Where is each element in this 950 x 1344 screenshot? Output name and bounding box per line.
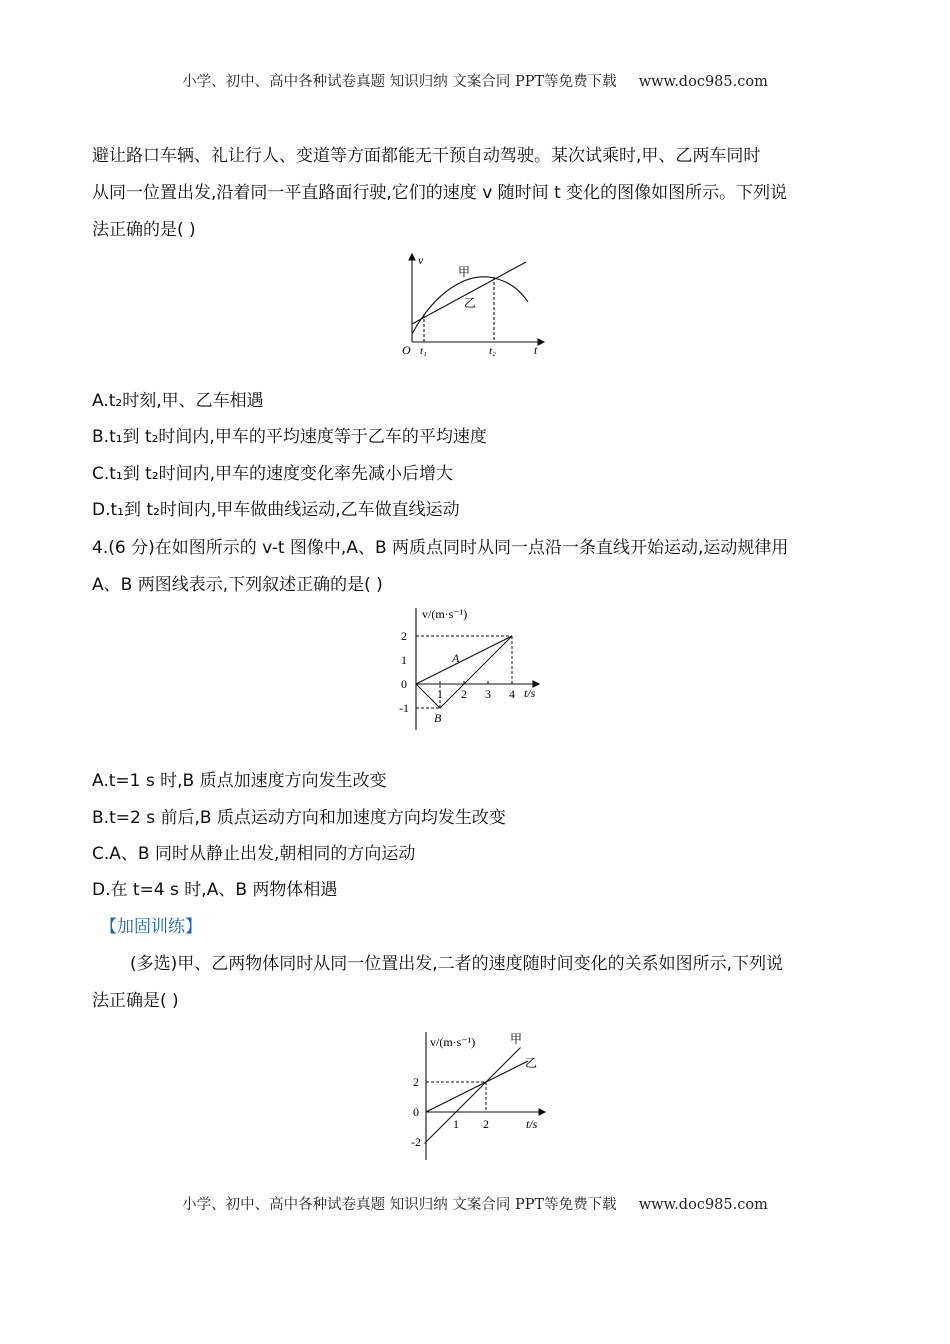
r-xtick-label: 2 (483, 1117, 489, 1131)
r-ytick-label: 2 (413, 1075, 419, 1089)
q3-v-label: v (418, 253, 424, 267)
q3-v-arrow (409, 254, 415, 260)
header-url[interactable]: www.doc985.com (638, 74, 768, 90)
q4-series-label: B (434, 711, 442, 725)
reinforce-title: 【加固训练】 (100, 917, 202, 937)
q4-xtick-label: 4 (509, 687, 515, 701)
q4-ylabel: v/(m·s⁻¹) (422, 607, 468, 621)
r-ytick-label: -2 (411, 1135, 421, 1149)
footer-url[interactable]: www.doc985.com (638, 1197, 768, 1213)
q4-ytick-label: 2 (401, 629, 407, 643)
q3-yi-label: 乙 (464, 296, 477, 310)
q4-series-label: A (452, 651, 460, 665)
q3-t1-label: t₁ (420, 345, 427, 357)
q3-jia-label: 甲 (458, 265, 471, 279)
r-series-label: 甲 (510, 1032, 523, 1046)
q4-line-2: A、B 两图线表示,下列叙述正确的是( ) (92, 575, 383, 595)
r-series-乙 (426, 1061, 528, 1112)
reinforce-line-1: (多选)甲、乙两物体同时从同一位置出发,二者的速度随时间变化的关系如图所示,下列说 (130, 954, 784, 974)
q3-t2-label: t₂ (489, 345, 496, 357)
q4-xlabel: t/s (524, 686, 536, 700)
q3-origin-label: O (402, 343, 411, 357)
r-series-label: 乙 (525, 1056, 538, 1070)
q4-vt-chart (396, 604, 556, 734)
footer-text: 小学、初中、高中各种试卷真题 知识归纳 文案合同 PPT等免费下载 (182, 1197, 617, 1213)
q4-xtick-label: 3 (485, 687, 491, 701)
q4-line-1: 4.(6 分)在如图所示的 v-t 图像中,A、B 两质点同时从同一点沿一条直线开始运动,运动规律用 (92, 538, 789, 558)
q4-option-d: D.在 t=4 s 时,A、B 两物体相遇 (92, 880, 338, 900)
header-text: 小学、初中、高中各种试卷真题 知识归纳 文案合同 PPT等免费下载 (182, 74, 617, 90)
r-ylabel: v/(m·s⁻¹) (430, 1035, 476, 1049)
reinforce-vt-chart (398, 1026, 558, 1166)
q4-ytick-label: 1 (401, 653, 407, 667)
r-series-甲 (425, 1048, 521, 1144)
r-t-arrow (539, 1109, 545, 1115)
r-ytick-label: 0 (413, 1105, 419, 1119)
q3-vt-figure (398, 252, 548, 362)
page-header (0, 70, 950, 91)
reinforce-line-2: 法正确是( ) (92, 991, 179, 1011)
q4-option-a: A.t=1 s 时,B 质点加速度方向发生改变 (92, 771, 387, 791)
q3-option-b: B.t₁到 t₂时间内,甲车的平均速度等于乙车的平均速度 (92, 427, 487, 447)
q4-xtick-label: 1 (437, 687, 443, 701)
q4-option-c: C.A、B 同时从静止出发,朝相同的方向运动 (92, 844, 416, 864)
q4-xtick-label: 2 (461, 687, 467, 701)
page-footer (0, 1193, 950, 1214)
q3-line-2: 从同一位置出发,沿着同一平直路面行驶,它们的速度 v 随时间 t 变化的图像如图所示。下列说 (92, 183, 788, 203)
q4-ytick-label: 0 (401, 677, 407, 691)
q3-option-d: D.t₁到 t₂时间内,甲车做曲线运动,乙车做直线运动 (92, 500, 460, 520)
q4-series-A (416, 636, 512, 684)
q3-t-label: t (534, 343, 538, 357)
r-xtick-label: 1 (453, 1117, 459, 1131)
q3-option-a: A.t₂时刻,甲、乙车相遇 (92, 391, 264, 411)
q3-line-3: 法正确的是( ) (92, 220, 196, 240)
r-xlabel: t/s (526, 1117, 538, 1131)
q3-t-arrow (538, 339, 544, 345)
q4-ytick-label: -1 (399, 701, 409, 715)
q3-option-c: C.t₁到 t₂时间内,甲车的速度变化率先减小后增大 (92, 464, 454, 484)
q4-option-b: B.t=2 s 前后,B 质点运动方向和加速度方向均发生改变 (92, 808, 506, 828)
q3-line-1: 避让路口车辆、礼让行人、变道等方面都能无干预自动驾驶。某次试乘时,甲、乙两车同时 (92, 146, 761, 166)
